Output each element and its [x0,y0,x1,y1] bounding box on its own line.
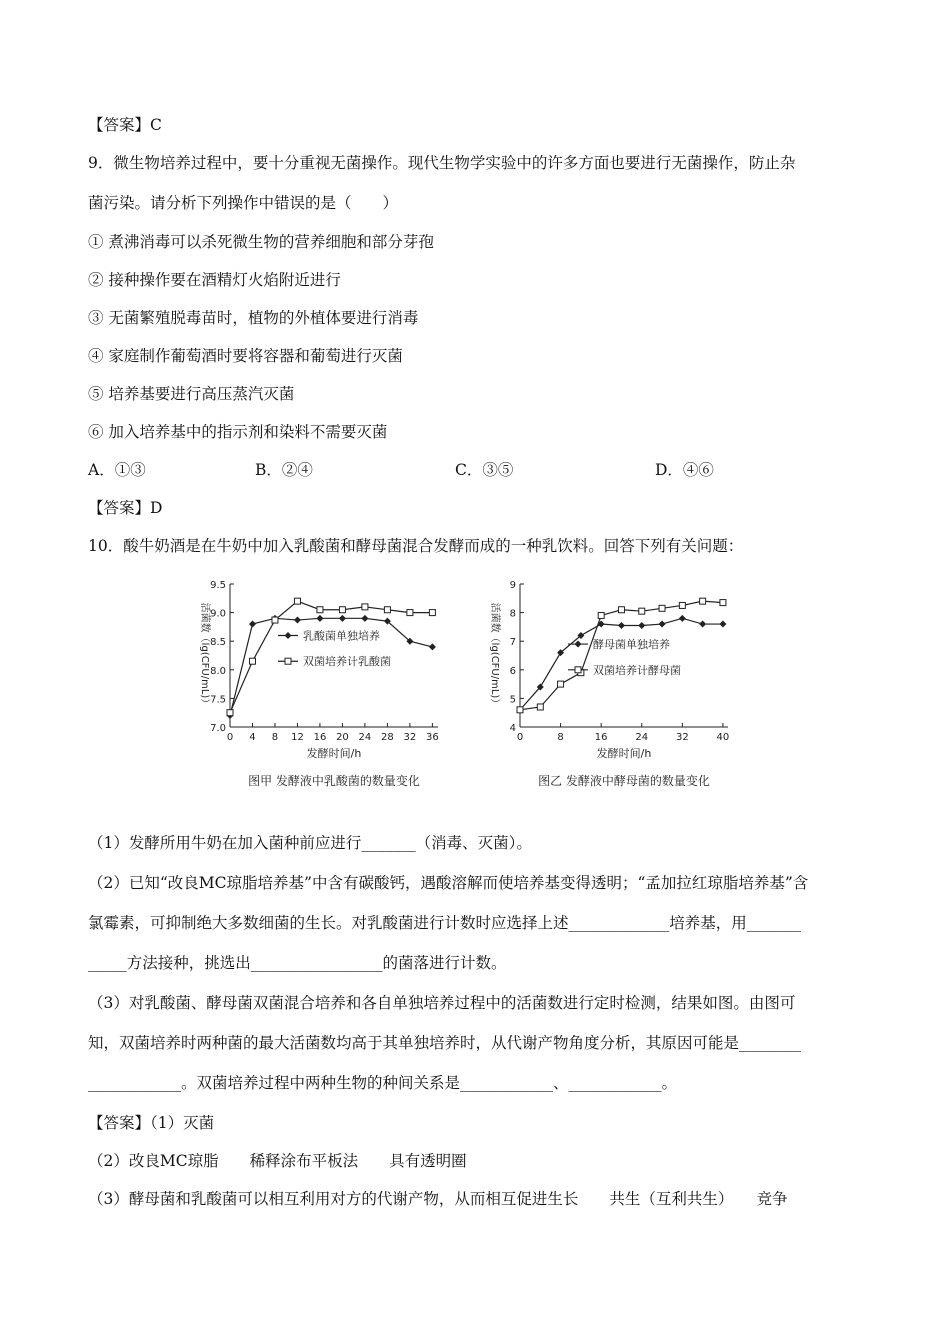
x-tick-label: 28 [381,732,394,743]
data-point [558,681,564,687]
data-point [659,621,666,628]
y-tick-label: 8.5 [210,637,226,649]
y-tick-label: 7.0 [210,723,226,734]
data-point [407,610,413,616]
data-point [639,608,645,614]
data-point [272,617,278,623]
data-point [679,615,686,622]
q10-part2: （2）已知“改良MC琼脂培养基”中含有碳酸钙，遇酸溶解而使培养基变得透明；“孟加拉红琼脂培养基”含 [88,874,809,892]
data-point [429,610,435,616]
x-tick-label: 40 [716,732,730,743]
legend-label: 乳酸菌单独培养 [303,629,380,643]
q9-item: ④ 家庭制作葡萄酒时要将容器和葡萄进行灭菌 [88,347,403,365]
x-tick-label: 8 [557,732,564,743]
x-tick-label: 24 [635,732,649,743]
q8-answer: 【答案】C [88,116,162,134]
q10-part2-cont: 氯霉素，可抑制绝大多数细菌的生长。对乳酸菌进行计数时应选择上述_____________培养基，用_______ [88,914,802,932]
x-tick-label: 24 [358,732,372,743]
q9-item: ⑥ 加入培养基中的指示剂和染料不需要灭菌 [88,423,388,441]
q9-item: ② 接种操作要在酒精灯火焰附近进行 [88,271,341,289]
y-tick-label: 7 [509,637,516,649]
y-axis-label: 活菌数（lg(CFU/mL)） [489,602,500,709]
data-point [429,643,436,650]
legend-label: 双菌培养计酵母菌 [593,663,681,677]
x-tick-label: 12 [291,732,304,743]
data-point [294,617,301,624]
y-tick-label: 7.5 [210,694,226,706]
legend-marker [285,632,292,639]
q10-stem: 10．酸牛奶酒是在牛奶中加入乳酸菌和酵母菌混合发酵而成的一种乳饮料。回答下列有关问题： [88,537,744,555]
data-point [618,607,624,613]
chart-title: 图乙 发酵液中酵母菌的数量变化 [538,774,710,788]
x-tick-label: 0 [226,732,234,743]
data-point [638,622,645,629]
y-tick-label: 9 [509,580,516,591]
legend-marker [285,658,291,664]
data-point [227,710,233,716]
x-axis-label: 发酵时间/h [596,747,652,760]
y-tick-label: 8.0 [210,665,226,677]
data-point [517,707,523,713]
q10-part3: （3）对乳酸菌、酵母菌双菌混合培养和各自单独培养过程中的活菌数进行定时检测，结果如图。由图可 [88,994,796,1012]
data-point [679,602,685,608]
legend-label: 双菌培养计乳酸菌 [303,655,391,669]
data-point [339,615,346,622]
x-tick-label: 32 [675,732,689,743]
data-point [384,607,390,613]
x-tick-label: 32 [403,732,417,743]
q9-item: ⑤ 培养基要进行高压蒸汽灭菌 [88,385,295,403]
x-tick-label: 16 [594,732,608,743]
legend-label: 酵母菌单独培养 [593,638,670,652]
x-tick-label: 4 [249,732,256,743]
data-point [362,604,368,610]
y-tick-label: 9.0 [210,608,226,620]
q10-part3-cont: ____________。双菌培养过程中两种生物的种间关系是____________、____________。 [88,1074,678,1092]
q10-answer-part2: （2）改良MC琼脂 稀释涂布平板法 具有透明圈 [88,1152,467,1170]
data-point [719,621,726,628]
data-point [339,607,345,613]
data-point [618,622,625,629]
y-axis-label: 活菌数（lg(CFU/mL)） [199,602,210,709]
q9-stem-cont: 菌污染。请分析下列操作中错误的是（ ） [88,194,399,212]
y-tick-label: 4 [509,723,516,734]
q9-option-a: A．①③ [88,461,146,479]
q10-part3-cont: 知，双菌培养时两种菌的最大活菌数均高于其单独培养时，从代谢产物角度分析，其原因可能是________ [88,1034,802,1052]
q9-answer: 【答案】D [88,499,163,517]
x-axis-label: 发酵时间/h [306,747,362,760]
chart-yeast [478,572,758,802]
q10-part2-cont: _____方法接种，挑选出_________________的菌落进行计数。 [88,954,507,972]
data-point [720,600,726,606]
q9-option-d: D．④⑥ [655,461,714,479]
x-tick-label: 0 [516,732,524,743]
y-tick-label: 6 [509,665,516,677]
y-tick-label: 9.5 [210,580,226,591]
data-point [316,615,323,622]
y-tick-label: 8 [509,608,516,620]
q10-part1: （1）发酵所用牛奶在加入菌种前应进行_______（消毒、灭菌）。 [88,834,532,852]
data-point [249,621,256,628]
y-tick-label: 5 [509,694,516,706]
q9-item: ③ 无菌繁殖脱毒苗时，植物的外植体要进行消毒 [88,309,419,327]
data-point [361,615,368,622]
q10-answer: 【答案】（1）灭菌 [88,1114,215,1132]
x-tick-label: 16 [313,732,327,743]
data-point [537,704,543,710]
x-tick-label: 8 [271,732,279,743]
q9-stem: 9．微生物培养过程中，要十分重视无菌操作。现代生物学实验中的许多方面也要进行无菌操作，防止杂 [88,154,796,172]
chart-title: 图甲 发酵液中乳酸菌的数量变化 [248,774,420,788]
legend-marker [575,667,581,673]
x-tick-label: 20 [336,732,349,743]
data-point [249,658,255,664]
x-tick-label: 36 [426,732,439,743]
data-point [317,607,323,613]
data-point [659,605,665,611]
data-point [294,598,300,604]
data-point [700,598,706,604]
data-point [699,621,706,628]
q9-option-b: B．②④ [255,461,313,479]
q9-item: ① 煮沸消毒可以杀死微生物的营养细胞和部分芽孢 [88,233,434,251]
series-line [520,601,723,710]
q10-answer-part3: （3）酵母菌和乳酸菌可以相互利用对方的代谢产物，从而相互促进生长 共生（互利共生） 竞争 [88,1190,788,1208]
q9-option-c: C．③⑤ [455,461,514,479]
data-point [598,612,604,618]
chart-lactobacillus [188,572,468,802]
legend-marker [575,641,582,648]
